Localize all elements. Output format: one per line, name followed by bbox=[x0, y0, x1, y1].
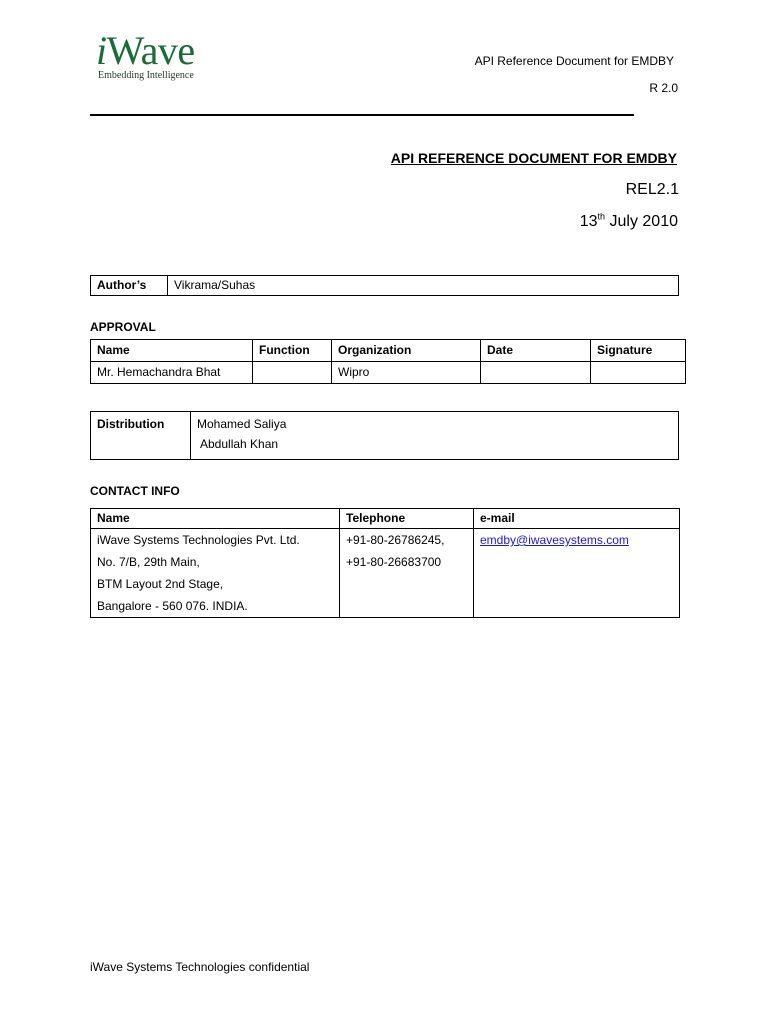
header-divider bbox=[90, 114, 634, 116]
column-header: e-mail bbox=[474, 509, 680, 529]
approval-heading: APPROVAL bbox=[90, 320, 156, 334]
authors-label: Author’s bbox=[91, 276, 168, 296]
contact-table bbox=[90, 508, 680, 618]
phone-number: +91-80-26786245, bbox=[346, 533, 445, 547]
date-day: 13 bbox=[579, 213, 598, 230]
table-cell: Mr. Hemachandra Bhat bbox=[91, 362, 253, 384]
document-date bbox=[580, 213, 678, 231]
column-header: Date bbox=[481, 340, 591, 362]
column-header: Telephone bbox=[340, 509, 474, 529]
table-row bbox=[91, 276, 679, 296]
header-title: API Reference Document for EMDBY bbox=[474, 54, 674, 68]
column-header: Name bbox=[91, 340, 253, 362]
contact-email bbox=[474, 529, 680, 618]
distribution-name: Abdullah Khan bbox=[200, 437, 279, 451]
address-line: No. 7/B, 29th Main, bbox=[97, 555, 200, 569]
table-row bbox=[91, 529, 680, 618]
distribution-table bbox=[90, 411, 679, 460]
document-title: API REFERENCE DOCUMENT FOR EMDBY bbox=[390, 150, 677, 166]
contact-heading: CONTACT INFO bbox=[90, 484, 180, 498]
contact-telephone bbox=[340, 529, 474, 618]
table-cell bbox=[481, 362, 591, 384]
footer-confidential: iWave Systems Technologies confidential bbox=[90, 960, 310, 974]
distribution-names bbox=[191, 412, 679, 460]
logo-tagline: Embedding Intelligence bbox=[98, 70, 194, 81]
column-header: Name bbox=[91, 509, 340, 529]
address-line: iWave Systems Technologies Pvt. Ltd. bbox=[97, 533, 300, 547]
column-header: Function bbox=[253, 340, 332, 362]
email-link[interactable]: emdby@iwavesystems.com bbox=[480, 533, 629, 547]
column-header: Organization bbox=[332, 340, 481, 362]
distribution-name: Mohamed Saliya bbox=[197, 417, 287, 431]
table-cell: Wipro bbox=[332, 362, 481, 384]
authors-value: Vikrama/Suhas bbox=[168, 276, 679, 296]
table-header-row bbox=[91, 509, 680, 529]
address-line: Bangalore - 560 076. INDIA. bbox=[97, 599, 248, 613]
header-revision: R 2.0 bbox=[649, 81, 678, 95]
contact-address bbox=[91, 529, 340, 618]
table-row bbox=[91, 362, 686, 384]
table-header-row bbox=[91, 340, 686, 362]
logo-wordmark: iWave bbox=[96, 28, 195, 73]
table-cell bbox=[253, 362, 332, 384]
address-line: BTM Layout 2nd Stage, bbox=[97, 577, 224, 591]
phone-number: +91-80-26683700 bbox=[346, 555, 442, 569]
column-header: Signature bbox=[591, 340, 686, 362]
date-suffix: th bbox=[597, 211, 606, 222]
company-logo bbox=[96, 30, 196, 86]
table-row bbox=[91, 412, 679, 460]
date-rest: July 2010 bbox=[605, 213, 678, 230]
document-release: REL2.1 bbox=[625, 181, 679, 198]
approval-table bbox=[90, 339, 686, 384]
authors-table bbox=[90, 275, 679, 296]
distribution-label: Distribution bbox=[91, 412, 191, 460]
table-cell bbox=[591, 362, 686, 384]
